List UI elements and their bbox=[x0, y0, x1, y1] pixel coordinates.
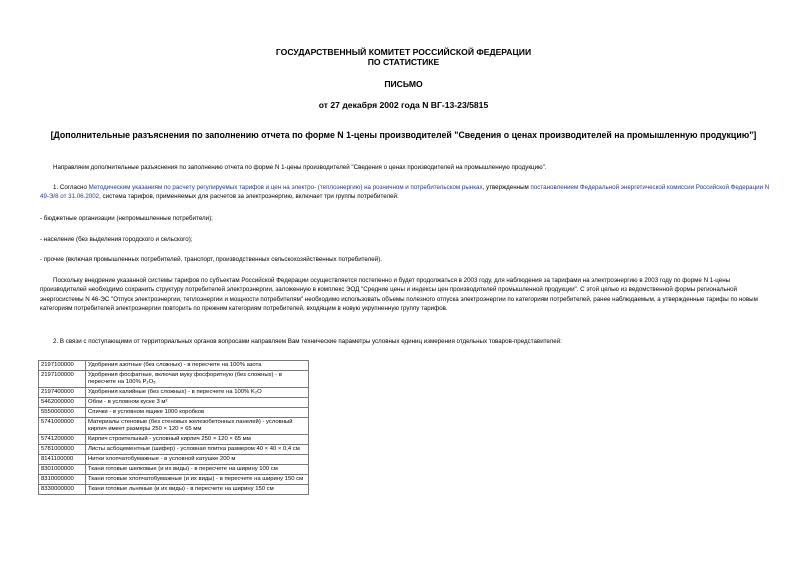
units-table-body bbox=[39, 361, 309, 495]
table-row bbox=[39, 371, 309, 388]
intro-text: Направляем дополнительные разъяснения по заполнению отчета по форме N 1-цены производителей "Сведения о ценах производителей на промышленную продукцию". bbox=[53, 164, 547, 171]
product-code: 5781000000 bbox=[39, 445, 86, 455]
table-row bbox=[39, 435, 309, 445]
unit-description: Нитки хлопчатобумажные - в условной катушке 200 м bbox=[86, 455, 309, 465]
unit-description: Ткани готовые хлопчатобумажные (и их виды) - в пересчете на ширину 150 см bbox=[86, 475, 309, 485]
document-type: ПИСЬМО bbox=[384, 79, 423, 89]
table-row bbox=[39, 408, 309, 418]
table-row bbox=[39, 418, 309, 435]
methodology-link[interactable]: Методическим указаниям по расчету регулируемых тарифов и цен на электро- (теплоэнергию) на розничном и потребительском рынках bbox=[88, 184, 483, 191]
unit-description: Ткани готовые льняные (и их виды) - в пересчете на ширину 150 см bbox=[86, 485, 309, 495]
product-code: 8310000000 bbox=[39, 475, 86, 485]
unit-description: Удобрения калийные (без сложных) - в пересчете на 100% K₂O bbox=[86, 388, 309, 398]
table-row bbox=[39, 475, 309, 485]
product-code: 5741000000 bbox=[39, 418, 86, 435]
units-table bbox=[38, 360, 309, 495]
resolution-link[interactable]: постановлением Федеральной энергетической комиссии Российской Федерации N 49-Э/8 от 31.06.2002 bbox=[40, 184, 770, 201]
issuer-line-2: ПО СТАТИСТИКЕ bbox=[367, 57, 440, 67]
table-row bbox=[39, 445, 309, 455]
product-code: 5462000000 bbox=[39, 398, 86, 408]
table-row bbox=[39, 465, 309, 475]
unit-description: Материалы стеновые (без стеновых железобетонных панелей) - условный кирпич имеет размеры 250 × 120 × 65 мм bbox=[86, 418, 309, 435]
bullet-budget: - бюджетные организации (непромышленные потребители); bbox=[40, 215, 213, 222]
unit-description: Удобрения азотные (без сложных) - в пересчете на 100% азота bbox=[86, 361, 309, 371]
paragraph-2 bbox=[40, 276, 770, 313]
product-code: 8141100000 bbox=[39, 455, 86, 465]
table-row bbox=[39, 398, 309, 408]
p1-mid: , утвержденным bbox=[482, 184, 531, 191]
product-code: 2197400000 bbox=[39, 388, 86, 398]
p1-suffix: , система тарифов, применяемых для расчетов за электроэнергию, включает три группы потребителей: bbox=[99, 193, 399, 201]
unit-description: Спички - в условном ящике 1000 коробков bbox=[86, 408, 309, 418]
paragraph-3 bbox=[40, 337, 770, 346]
p1-prefix: 1. Согласно bbox=[53, 184, 89, 191]
product-code: 2197100000 bbox=[39, 371, 86, 388]
p2-text: Поскольку внедрение указанной системы тарифов по субъектам Российской Федерации осуществляется постепенно и будет продолжаться в 2003 году, для наблюдения за тарифами на электроэнергию в 2003 году по форме N 1-цены производителей необходимо сохранить структуру потребителей электроэнергии, заложенную в комплекс ЭОД "Средние цены и индексы цен производителей промышленной продукции". С этой целью из ведомственной формы региональной энергосистемы N 46-ЭС "Отпуск электроэнергии, теплоэнергии и мощности потребителям" необходимо использовать объемы полезного отпуска электроэнергии по категориям потребителей, ранее наблюдаемым, а утвержденные тарифы по новым категориям потребителей электроэнергии повторить по прежним категориям потребителей, входящим в новую укрупненную группу тарифов. bbox=[40, 277, 758, 312]
issuer-line-1: ГОСУДАРСТВЕННЫЙ КОМИТЕТ РОССИЙСКОЙ ФЕДЕРАЦИИ bbox=[275, 47, 532, 57]
document-subject: [Дополнительные разъяснения по заполнению отчета по форме N 1-цены производителей "Сведения о ценах производителей на промышленную продукцию"] bbox=[50, 130, 757, 140]
unit-description: Удобрения фосфатные, включая муку фосфоритную (без сложных) - в пересчете на 100% P₂O₅ bbox=[86, 371, 309, 388]
unit-description: Листы асбоцементные (шифер) - условная плитка размером 40 × 40 × 0,4 см bbox=[86, 445, 309, 455]
product-code: 5741200000 bbox=[39, 435, 86, 445]
intro-paragraph bbox=[40, 163, 770, 172]
p3-text: 2. В связи с поступающими от территориальных органов вопросами направляем Вам технические параметры условных единиц измерения отдельных товаров-представителей: bbox=[53, 338, 562, 345]
table-row bbox=[39, 455, 309, 465]
product-code: 8330000000 bbox=[39, 485, 86, 495]
table-row bbox=[39, 388, 309, 398]
product-code: 8301000000 bbox=[39, 465, 86, 475]
product-code: 5550000000 bbox=[39, 408, 86, 418]
unit-description: Ткани готовые шелковые (и их виды) - в пересчете на ширину 100 см bbox=[86, 465, 309, 475]
table-row bbox=[39, 361, 309, 371]
bullet-other: - прочие (включая промышленных потребителей, транспорт, производственных сельскохозяйственных потребителей). bbox=[40, 256, 382, 263]
bullet-population: - население (без выделения городского и сельского); bbox=[40, 236, 193, 243]
document-date-number: от 27 декабря 2002 года N ВГ-13-23/5815 bbox=[318, 100, 489, 110]
unit-description: Кирпич строительный - условный кирпич 250 × 120 × 65 мм bbox=[86, 435, 309, 445]
paragraph-1 bbox=[40, 183, 770, 202]
unit-description: Обои - в условном куске 3 м² bbox=[86, 398, 309, 408]
table-row bbox=[39, 485, 309, 495]
product-code: 2197100000 bbox=[39, 361, 86, 371]
